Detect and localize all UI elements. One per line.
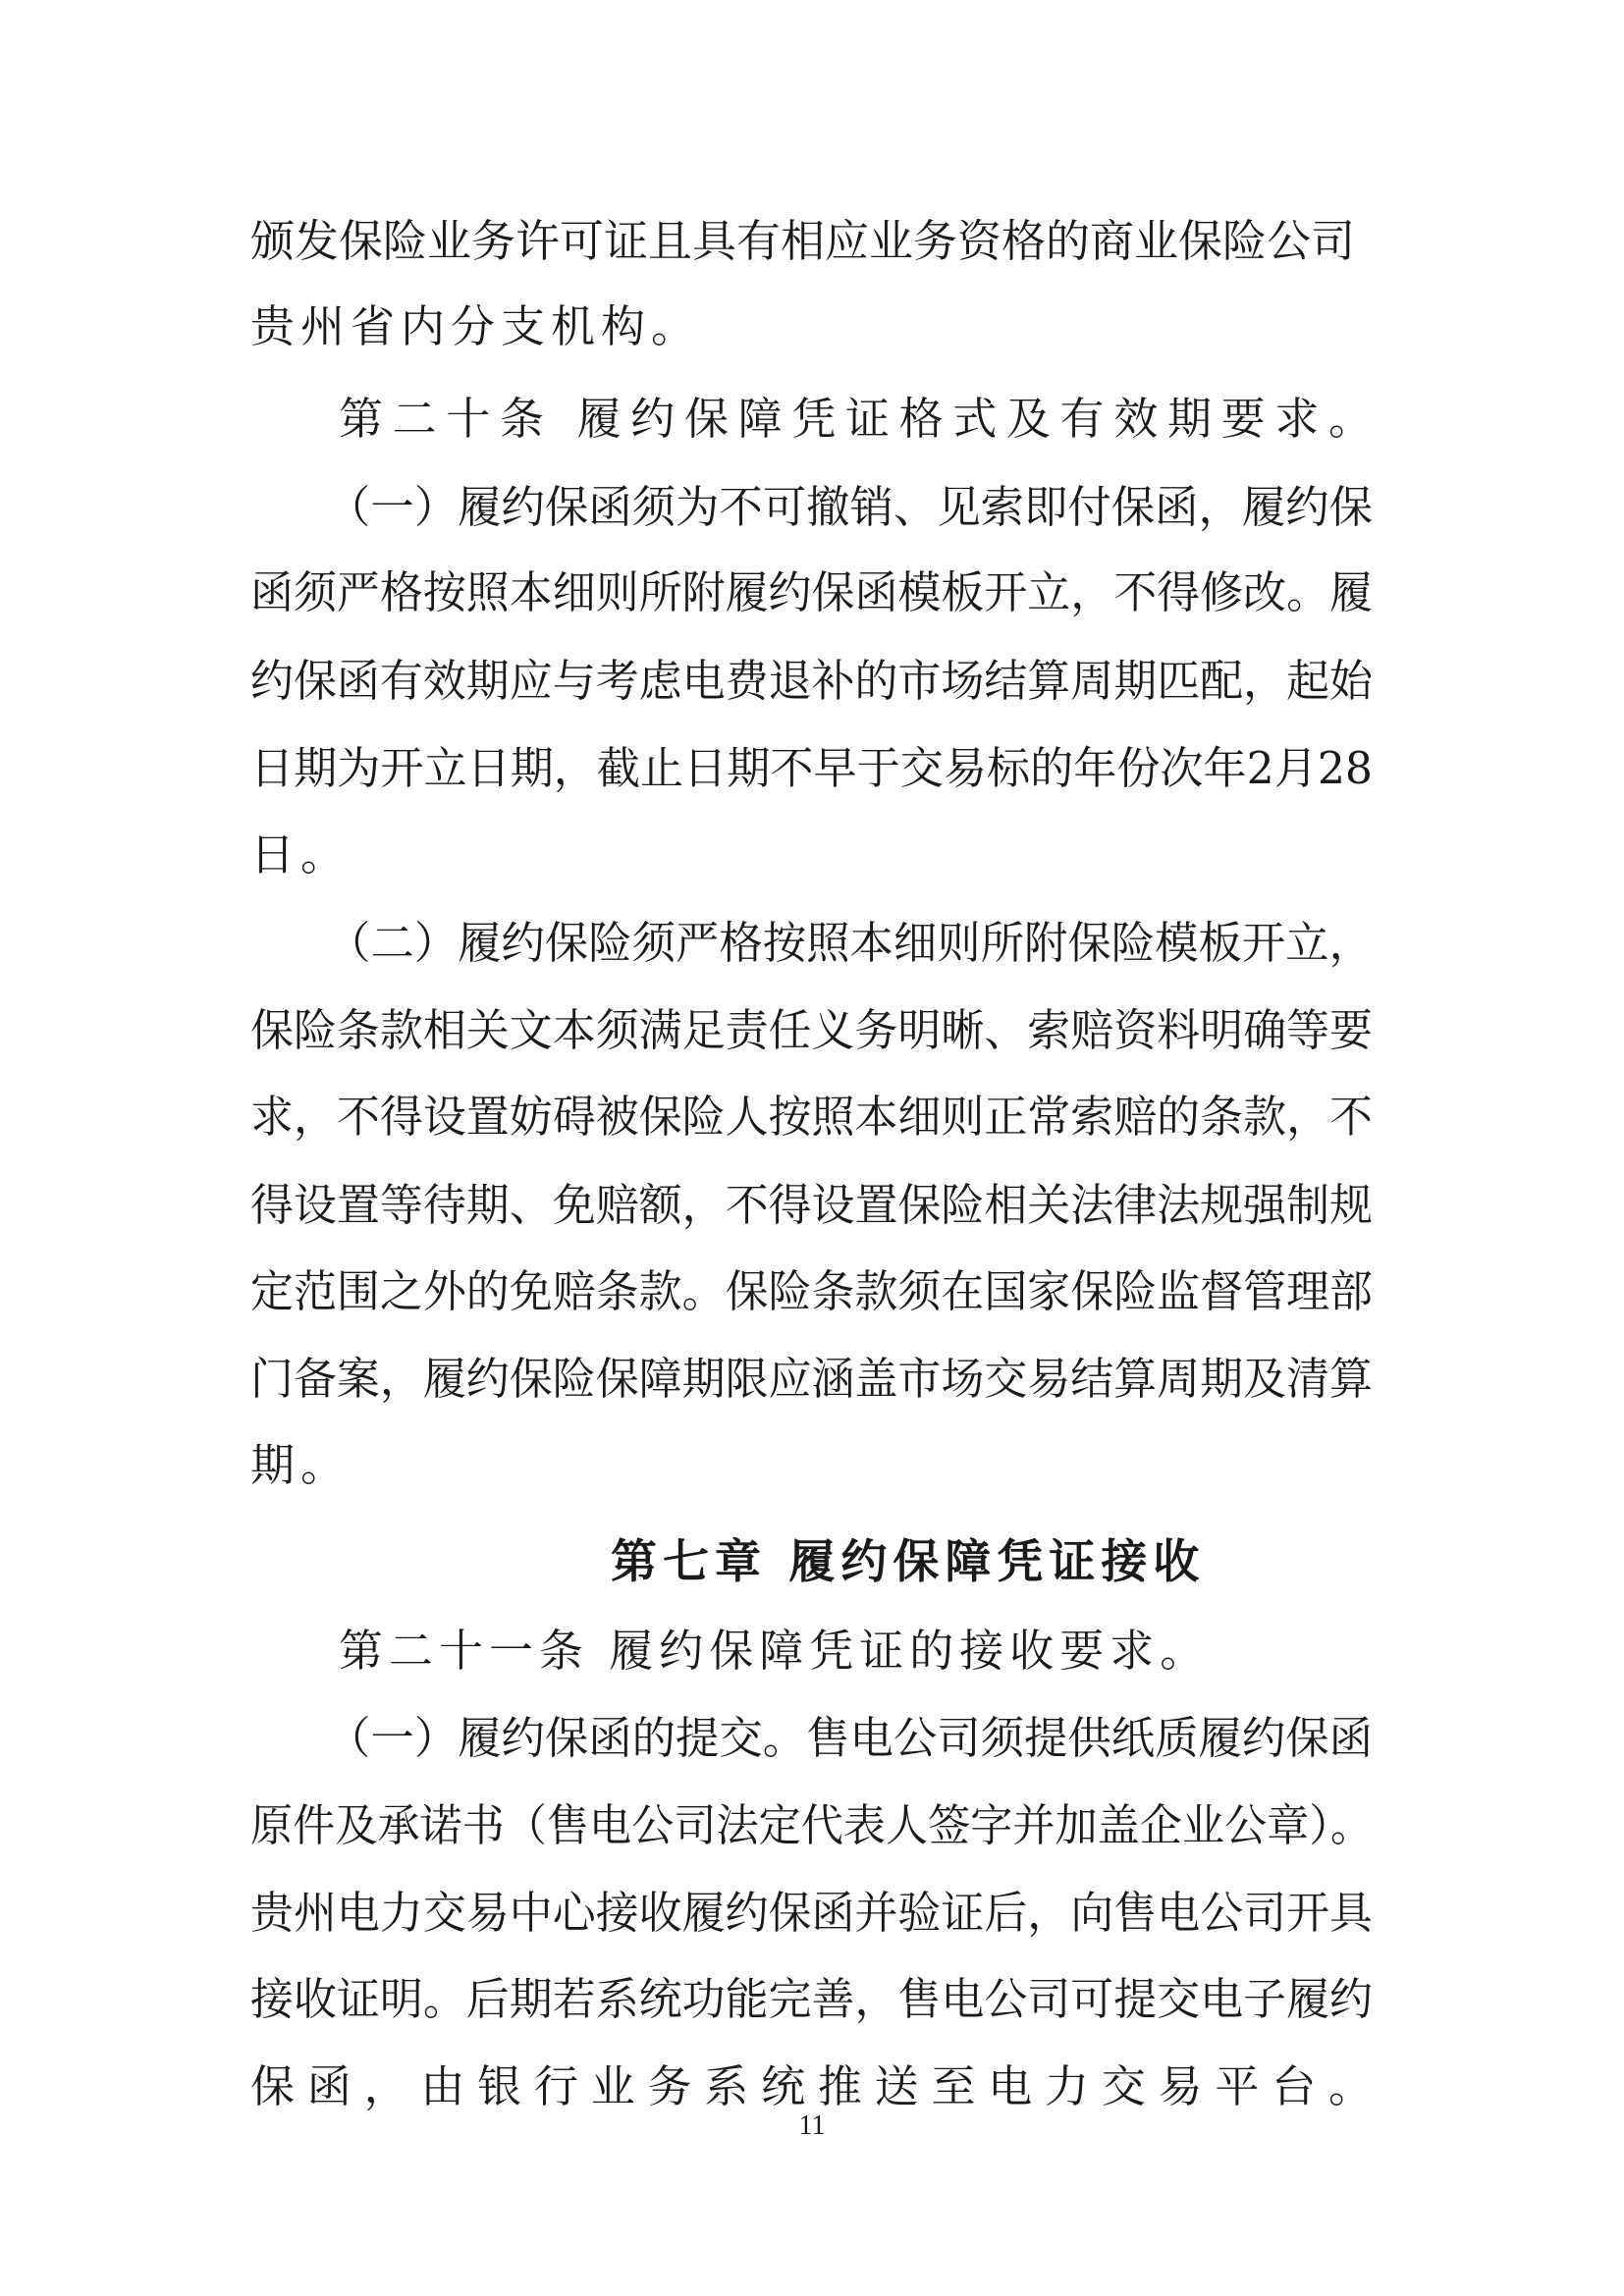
text-line [0, 739, 1624, 798]
paragraph-text: 期。 [250, 1439, 352, 1491]
text-line [0, 1970, 1624, 2029]
text-line [0, 914, 1624, 973]
text-line [0, 1001, 1624, 1060]
text-line [0, 1709, 1624, 1768]
paragraph-text: 函须严格按照本细则所附履约保函模板开立，不得修改。履 [250, 566, 1373, 618]
paragraph-text: 门备案，履约保险保障期限应涵盖市场交易结算周期及清算 [250, 1353, 1373, 1405]
paragraph-text: 贵州电力交易中心接收履约保函并验证后，向售电公司开具 [250, 1887, 1373, 1939]
text-line [0, 1088, 1624, 1147]
text-line [0, 652, 1624, 711]
text-line [0, 2057, 1624, 2116]
article-title: 第二十一条 履约保障凭证的接收要求。 [339, 1625, 1211, 1677]
page-number: 11 [798, 2110, 826, 2141]
paragraph-text: 日。 [250, 828, 352, 881]
paragraph-text: 约保函有效期应与考虑电费退补的市场结算周期匹配，起始 [250, 655, 1373, 707]
paragraph-text: 贵州省内分支机构。 [250, 300, 702, 352]
chapter-heading [0, 1533, 1624, 1592]
text-line [0, 1884, 1624, 1943]
chapter-title: 第七章 履约保障凭证接收 [611, 1535, 1206, 1589]
text-line [0, 1176, 1624, 1235]
text-line [0, 1796, 1624, 1855]
text-line [0, 563, 1624, 622]
text-line [0, 297, 1624, 356]
paragraph-text: 保险条款相关文本须满足责任义务明晰、索赔资料明确等要 [250, 1004, 1373, 1056]
text-line [0, 1436, 1624, 1495]
paragraph-text: 颁发保险业务许可证且具有相应业务资格的商业保险公司 [250, 215, 1356, 267]
paragraph-text: （一）履约保函须为不可撤销、见索即付保函，履约保 [327, 481, 1373, 533]
paragraph-text: 求，不得设置妨碍被保险人按照本细则正常索赔的条款，不 [250, 1091, 1373, 1143]
text-line [0, 1262, 1624, 1321]
paragraph-text: 保函，由银行业务系统推送至电力交易平台。 [250, 2060, 1385, 2112]
text-line [0, 826, 1624, 884]
paragraph-text: 定范围之外的免赔条款。保险条款须在国家保险监督管理部 [250, 1265, 1373, 1317]
paragraph-text: 接收证明。后期若系统功能完善，售电公司可提交电子履约 [250, 1973, 1373, 2025]
paragraph-text: 得设置等待期、免赔额，不得设置保险相关法律法规强制规 [250, 1179, 1373, 1231]
text-line [0, 212, 1624, 271]
paragraph-text: （一）履约保函的提交。售电公司须提供纸质履约保函 [327, 1712, 1373, 1764]
text-line [0, 390, 1624, 449]
text-line [0, 1350, 1624, 1409]
article-title: 第二十条 履约保障凭证格式及有效期要求。 [339, 393, 1382, 445]
paragraph-text: 日期为开立日期，截止日期不早于交易标的年份次年2月28 [250, 742, 1373, 794]
text-line [0, 1622, 1624, 1681]
paragraph-text: （二）履约保险须严格按照本细则所附保险模板开立， [327, 917, 1373, 969]
text-line [0, 478, 1624, 537]
paragraph-text: 原件及承诺书（售电公司法定代表人签字并加盖企业公章）。 [250, 1799, 1373, 1851]
